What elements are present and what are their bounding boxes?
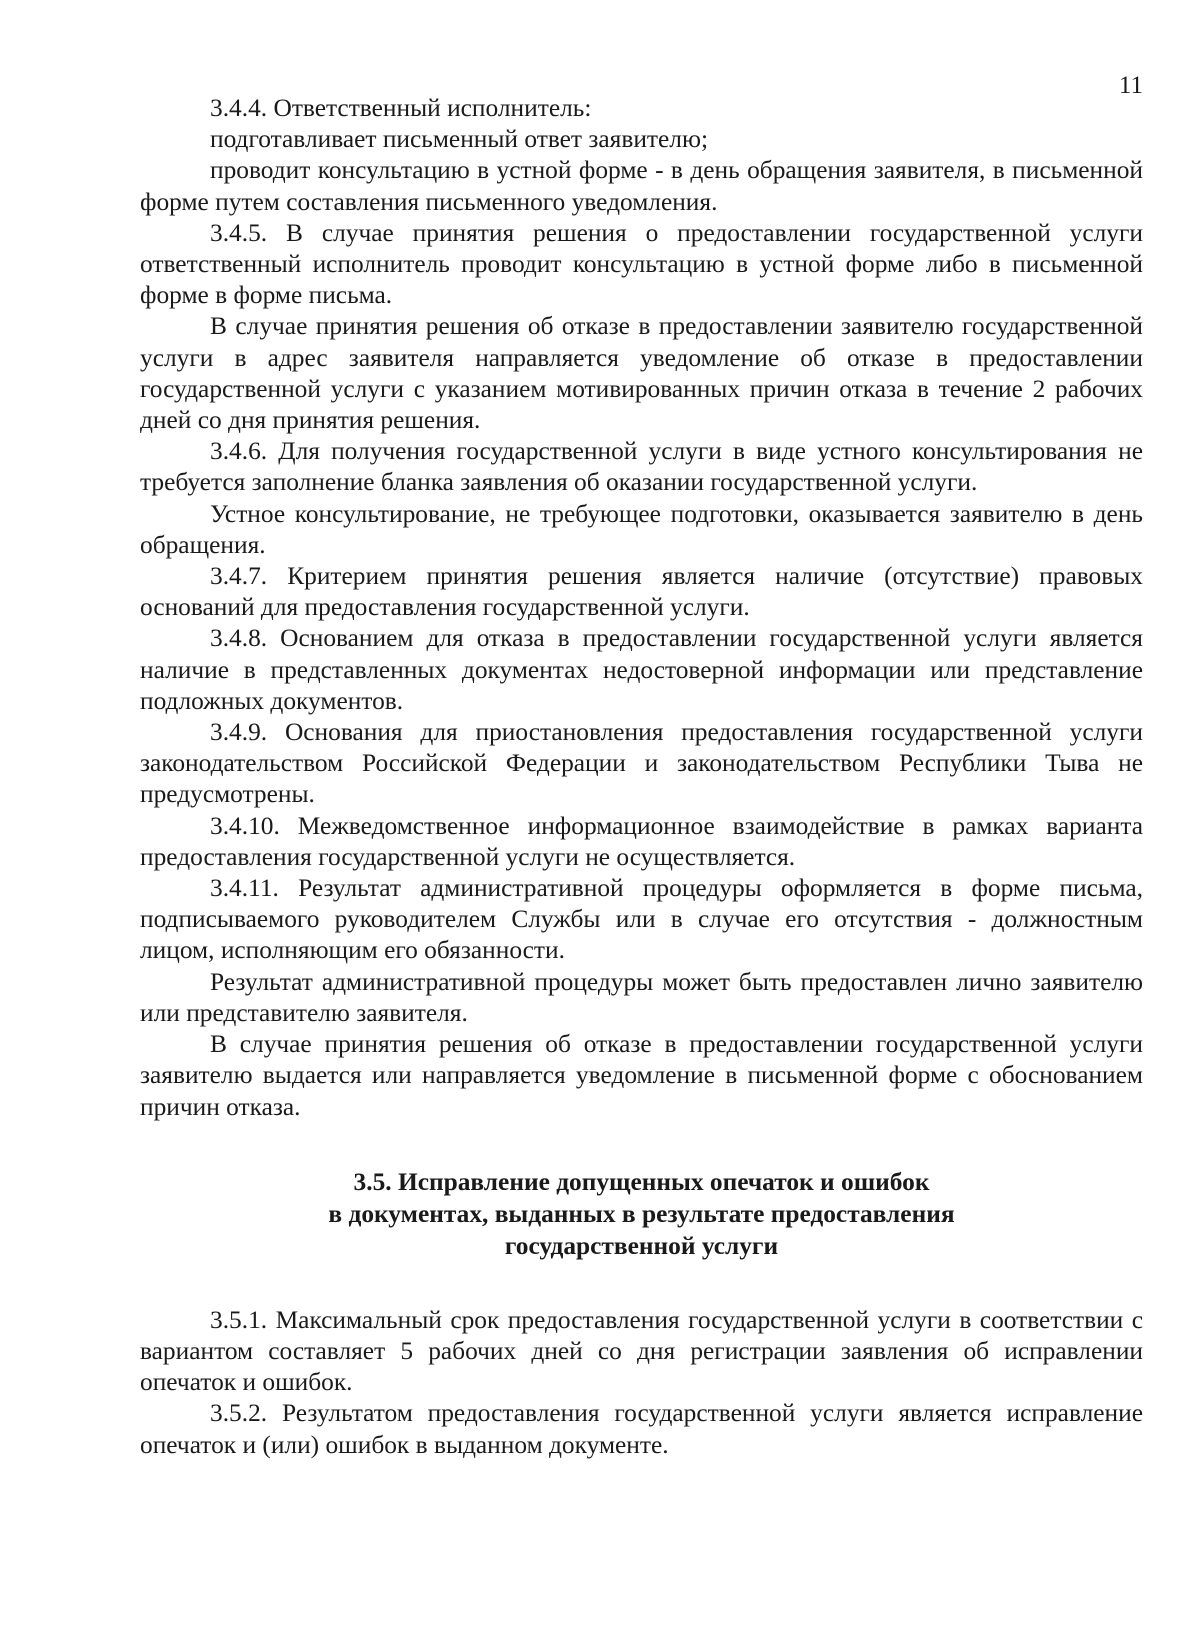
section-heading-line: в документах, выданных в результате предоставления — [328, 1199, 955, 1228]
paragraph-oral-consulting: Устное консультирование, не требующее подготовки, оказывается заявителю в день обращения. — [140, 499, 1143, 559]
section-heading-3-5 — [140, 1166, 1143, 1262]
section-heading-line: государственной услуги — [504, 1231, 779, 1260]
paragraph-prepares-answer: подготавливает письменный ответ заявителю; — [210, 125, 708, 154]
page-number: 11 — [1118, 72, 1143, 99]
paragraph-3-5-2: 3.5.2. Результатом предоставления государственной услуги является исправление опечаток и (или) ошибок в выданном документе. — [140, 1399, 1143, 1459]
paragraph-consultation: проводит консультацию в устной форме - в день обращения заявителя, в письменной форме путем составления письменного уведомления. — [140, 156, 1143, 216]
paragraph-3-4-10: 3.4.10. Межведомственное информационное взаимодействие в рамках варианта предоставления государственной услуги не осуществляется. — [140, 811, 1143, 871]
paragraph-3-4-7: 3.4.7. Критерием принятия решения является наличие (отсутствие) правовых оснований для предоставления государственной услуги. — [140, 562, 1143, 622]
paragraph-3-4-4: 3.4.4. Ответственный исполнитель: — [210, 94, 592, 122]
paragraph-result-delivery: Результат административной процедуры может быть предоставлен лично заявителю или представителю заявителя. — [140, 967, 1143, 1027]
paragraph-3-4-5: 3.4.5. В случае принятия решения о предоставлении государственной услуги ответственный исполнитель проводит консультацию в устной форме либо в письменной форме в форме письма. — [140, 218, 1143, 310]
document-body — [140, 93, 1143, 1461]
paragraph-3-4-8: 3.4.8. Основанием для отказа в предоставлении государственной услуги является наличие в представленных документах недостоверной информации или представление подложных документов. — [140, 624, 1143, 715]
paragraph-3-4-6: 3.4.6. Для получения государственной услуги в виде устного консультирования не требуется заполнение бланка заявления об оказании государственной услуги. — [140, 437, 1143, 497]
paragraph-3-5-1: 3.5.1. Максимальный срок предоставления государственной услуги в соответствии с вариантом составляет 5 рабочих дней со дня регистрации заявления об исправлении опечаток и ошибок. — [140, 1305, 1143, 1397]
paragraph-3-4-11: 3.4.11. Результат административной процедуры оформляется в форме письма, подписываемого руководителем Службы или в случае его отсутствия - должностным лицом, исполняющим его обязанности. — [140, 874, 1143, 965]
paragraph-refusal-notice: В случае принятия решения об отказе в предоставлении заявителю государственной услуги в адрес заявителя направляется уведомление об отказе в предоставлении государственной услуги с указанием мотивированных причин отказа в течение 2 рабочих дней со дня принятия решения. — [140, 312, 1143, 435]
paragraph-refusal-result: В случае принятия решения об отказе в предоставлении государственной услуги заявителю выдается или направляется уведомление в письменной форме с обоснованием причин отказа. — [140, 1030, 1143, 1121]
section-heading-line: 3.5. Исправление допущенных опечаток и ошибок — [353, 1167, 930, 1196]
paragraph-3-4-9: 3.4.9. Основания для приостановления предоставления государственной услуги законодательством Российской Федерации и законодательством Республики Тыва не предусмотрены. — [140, 718, 1143, 809]
